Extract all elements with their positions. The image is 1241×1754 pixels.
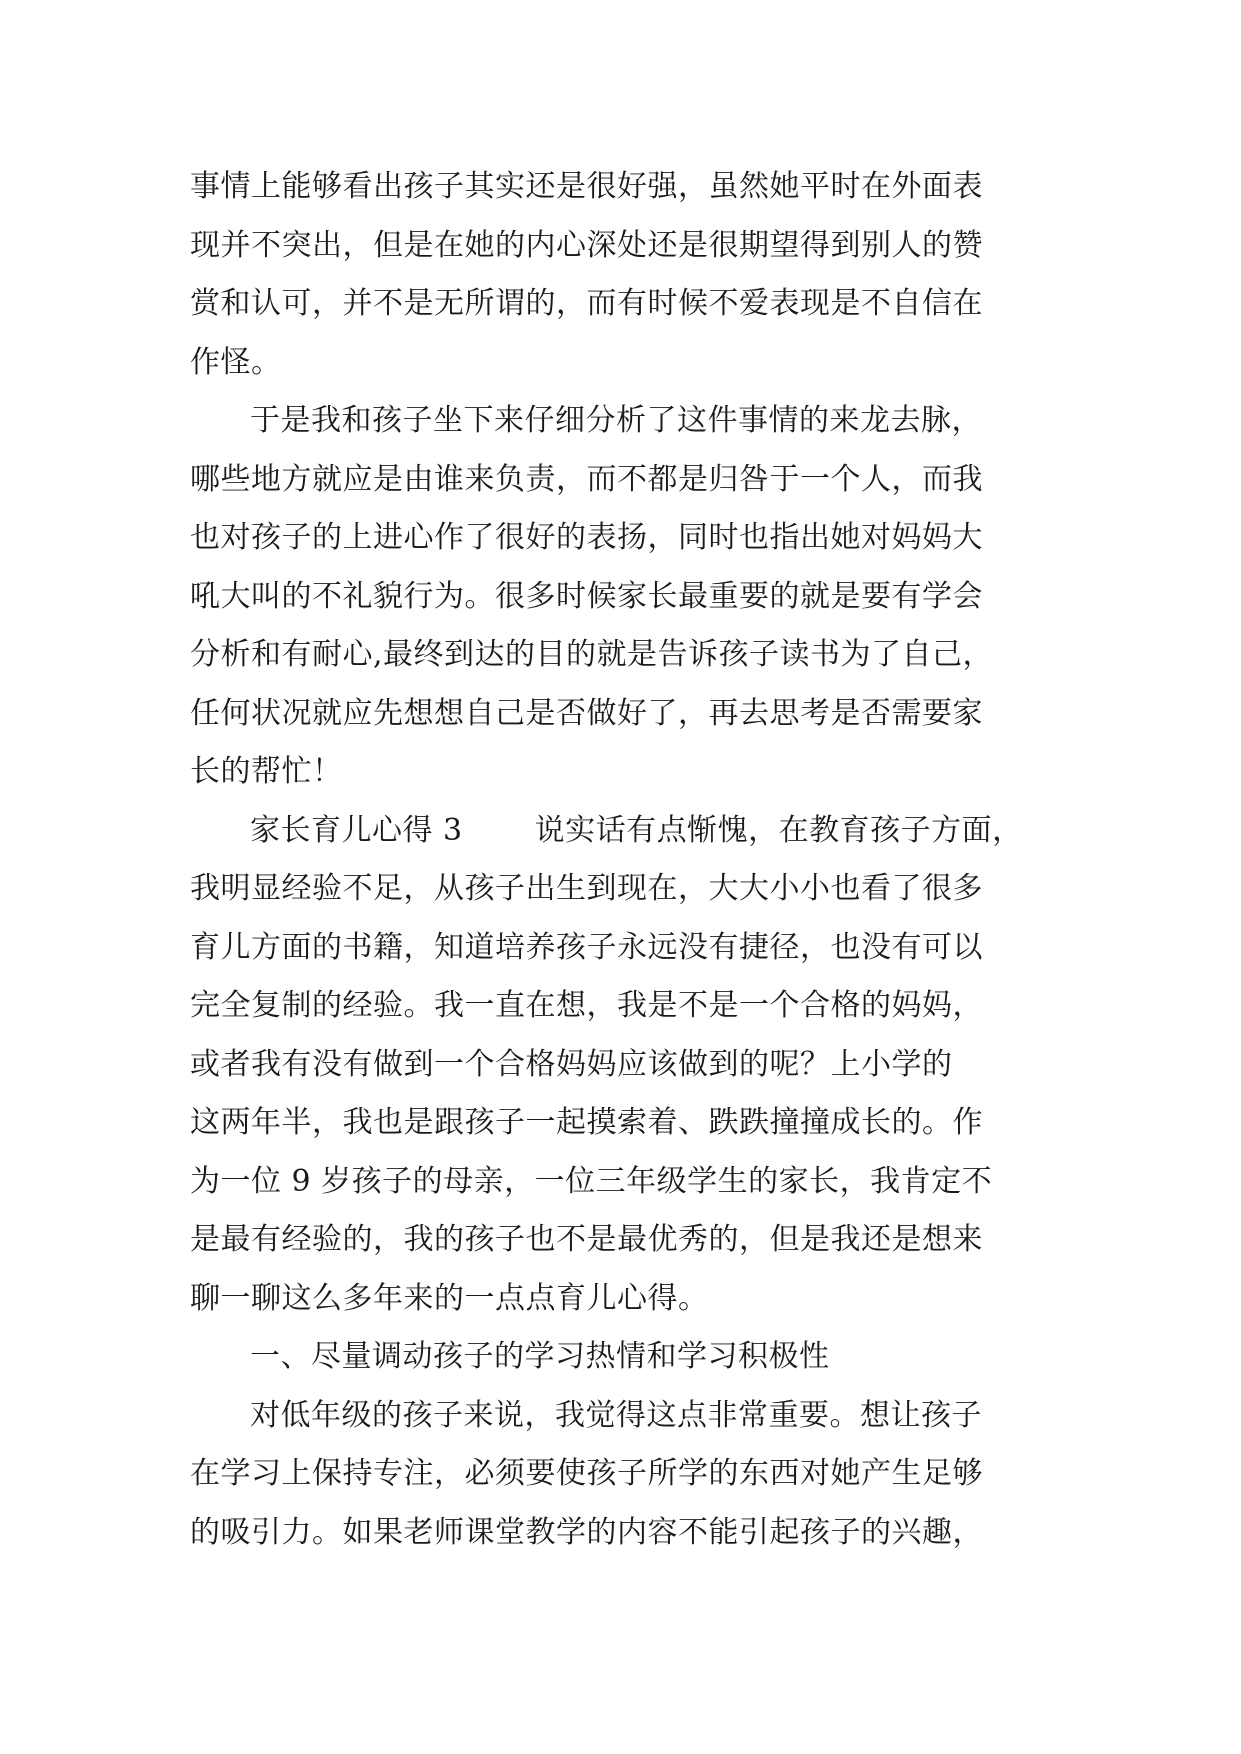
text-line: 育儿方面的书籍，知道培养孩子永远没有捷径，也没有可以 bbox=[190, 929, 983, 965]
text-line: 聊一聊这么多年来的一点点育儿心得。 bbox=[190, 1280, 709, 1316]
paragraph-4 bbox=[190, 1328, 1045, 1387]
section-heading: 家长育儿心得 3 bbox=[250, 812, 463, 848]
text-segment: 说实话有点惭愧，在教育孩子方面， bbox=[534, 812, 1023, 848]
paragraph-2 bbox=[190, 392, 1045, 802]
text-line: 对低年级的孩子来说，我觉得这点非常重要。想让孩子 bbox=[250, 1397, 982, 1433]
document-body bbox=[190, 158, 1045, 1562]
text-line: 事情上能够看出孩子其实还是很好强，虽然她平时在外面表 bbox=[190, 169, 983, 204]
text-line: 吼大叫的不礼貌行为。很多时候家长最重要的就是要有学会 bbox=[190, 578, 983, 614]
text-line: 我明显经验不足，从孩子出生到现在，大大小小也看了很多 bbox=[190, 871, 983, 906]
text-line: 长的帮忙！ bbox=[190, 754, 343, 789]
section-subtitle: 一、尽量调动孩子的学习热情和学习积极性 bbox=[250, 1339, 830, 1374]
paragraph-1 bbox=[190, 158, 1045, 392]
text-line: 或者我有没有做到一个合格妈妈应该做到的呢？上小学的 bbox=[190, 1046, 953, 1082]
text-line: 赏和认可，并不是无所谓的，而有时候不爱表现是不自信在 bbox=[190, 286, 983, 321]
text-line bbox=[190, 802, 1045, 861]
text-line: 在学习上保持专注，必须要使孩子所学的东西对她产生足够 bbox=[190, 1456, 983, 1491]
text-line: 哪些地方就应是由谁来负责，而不都是归咎于一个人，而我 bbox=[190, 461, 983, 497]
text-line: 这两年半，我也是跟孩子一起摸索着、跌跌撞撞成长的。作 bbox=[190, 1105, 983, 1140]
text-line: 完全复制的经验。我一直在想，我是不是一个合格的妈妈， bbox=[190, 988, 983, 1023]
text-line: 为一位 9 岁孩子的母亲，一位三年级学生的家长，我肯定不 bbox=[190, 1163, 993, 1199]
text-line: 于是我和孩子坐下来仔细分析了这件事情的来龙去脉， bbox=[250, 403, 982, 438]
text-line: 作怪。 bbox=[190, 344, 282, 380]
text-line: 也对孩子的上进心作了很好的表扬，同时也指出她对妈妈大 bbox=[190, 520, 983, 555]
text-line: 任何状况就应先想想自己是否做好了，再去思考是否需要家 bbox=[190, 695, 983, 731]
text-line: 是最有经验的，我的孩子也不是最优秀的，但是我还是想来 bbox=[190, 1222, 983, 1257]
text-line: 现并不突出，但是在她的内心深处还是很期望得到别人的赞 bbox=[190, 227, 983, 263]
paragraph-5 bbox=[190, 1387, 1045, 1563]
paragraph-3 bbox=[190, 802, 1045, 1329]
text-line: 分析和有耐心,最终到达的目的就是告诉孩子读书为了自己， bbox=[190, 637, 994, 672]
text-line: 的吸引力。如果老师课堂教学的内容不能引起孩子的兴趣， bbox=[190, 1514, 983, 1550]
